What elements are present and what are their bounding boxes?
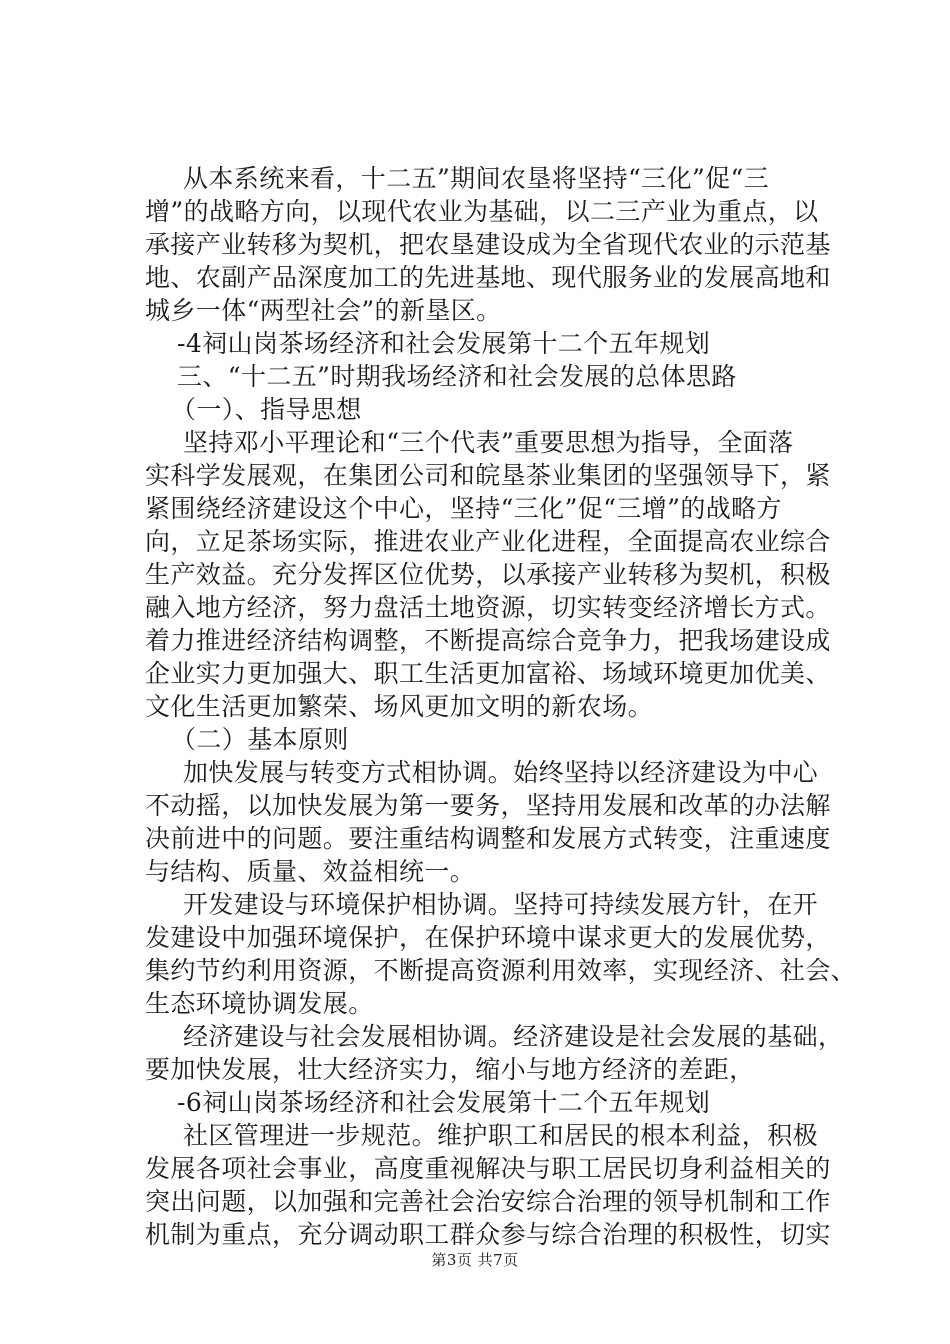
text-line: 紧围绕经济建设这个中心，坚持“三化”促“三增”的战略方 [145, 494, 782, 523]
page-marker-line: -4祠山岗茶场经济和社会发展第十二个五年规划 [177, 329, 711, 358]
text-line: 融入地方经济，努力盘活土地资源，切实转变经济增长方式。 [145, 593, 831, 622]
text-line: 集约节约利用资源，不断提高资源利用效率，实现经济、社会、 [145, 956, 857, 985]
text-line: 不动摇，以加快发展为第一要务，坚持用发展和改革的办法解 [145, 791, 831, 820]
page-marker-line: -6祠山岗茶场经济和社会发展第十二个五年规划 [177, 1088, 711, 1117]
text-line: 发建设中加强环境保护，在保护环境中谋求更大的发展优势， [145, 923, 831, 952]
text-line: 生产效益。充分发挥区位优势，以承接产业转移为契机，积极 [145, 560, 831, 589]
text-line: 承接产业转移为契机，把农垦建设成为全省现代农业的示范基 [145, 230, 831, 259]
text-line: 社区管理进一步规范。维护职工和居民的根本利益，积极 [183, 1121, 819, 1150]
text-line: 增”的战略方向，以现代农业为基础，以二三产业为重点，以 [145, 197, 819, 226]
text-line: 与结构、质量、效益相统一。 [145, 857, 476, 886]
text-line: 城乡一体“两型社会”的新垦区。 [145, 296, 502, 325]
text-line: 加快发展与转变方式相协调。始终坚持以经济建设为中心 [183, 758, 819, 787]
text-line: 企业实力更加强大、职工生活更加富裕、场域环境更加优美、 [145, 659, 831, 688]
text-line: 文化生活更加繁荣、场风更加文明的新农场。 [145, 692, 654, 721]
text-line: 地、农副产品深度加工的先进基地、现代服务业的发展高地和 [145, 263, 831, 292]
body-text [145, 162, 857, 1251]
text-line: 向，立足茶场实际，推进农业产业化进程，全面提高农业综合 [145, 527, 831, 556]
text-line: 发展各项社会事业，高度重视解决与职工居民切身利益相关的 [145, 1154, 831, 1183]
text-line: 要加快发展，壮大经济实力，缩小与地方经济的差距， [145, 1055, 755, 1084]
text-line: 生态环境协调发展。 [145, 989, 374, 1018]
text-line: 突出问题，以加强和完善社会治安综合治理的领导机制和工作 [145, 1187, 831, 1216]
section-heading: 三、“十二五”时期我场经济和社会发展的总体思路 [177, 362, 737, 391]
text-line: 从本系统来看，十二五”期间农垦将坚持“三化”促“三 [183, 164, 770, 193]
subsection-heading: （二）基本原则 [171, 725, 349, 754]
text-line: 决前进中的问题。要注重结构调整和发展方式转变，注重速度 [145, 824, 831, 853]
text-line: 经济建设与社会发展相协调。经济建设是社会发展的基础， [183, 1022, 844, 1051]
text-line: 机制为重点，充分调动职工群众参与综合治理的积极性，切实 [145, 1220, 831, 1249]
text-line: 坚持邓小平理论和“三个代表”重要思想为指导，全面落 [183, 428, 794, 457]
text-line: 实科学发展观，在集团公司和皖垦茶业集团的坚强领导下，紧 [145, 461, 831, 490]
text-line: 着力推进经济结构调整，不断提高综合竞争力，把我场建设成 [145, 626, 831, 655]
subsection-heading: （一）、指导思想 [171, 395, 362, 424]
page-number-footer: 第3页 共7页 [431, 1251, 519, 1269]
text-line: 开发建设与环境保护相协调。坚持可持续发展方针，在开 [183, 890, 819, 919]
